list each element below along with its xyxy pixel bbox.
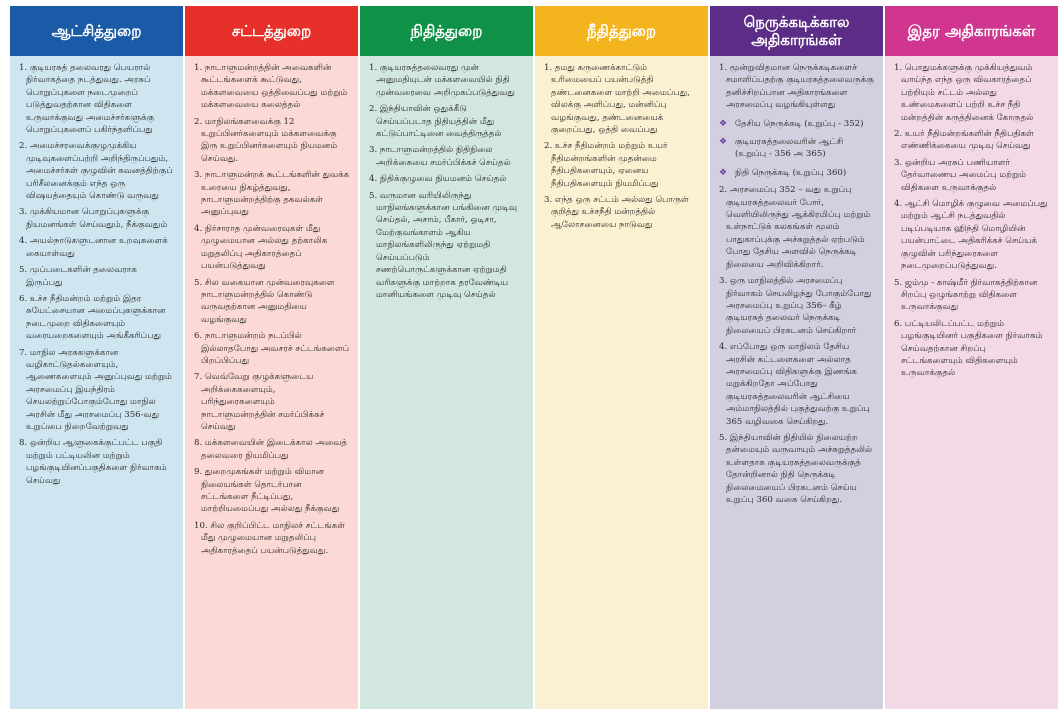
list-item: 7. மாநில அரசுகளுக்கான வழிகாட்டுதல்களையும், ஆணைகளையும் அனுப்புவது மற்றும் அரசமைப்பு இயந்திரம் செயலற்றுப்போகும்போது மாநில அரசின் மீது அரசமைப்பு 356-வது உறுப்பை நிறைவேற்றுவது (19, 347, 172, 432)
list-item: 2. இந்தியாவின் ஒதுக்கீடு செய்யப்படாத நிதியத்தின் மீது கட்டுப்பாட்டினை வைத்திருத்தல் (369, 104, 502, 140)
list-item: 10. சில குறிப்பிட்ட மாநிலச் சட்டங்கள் மீது முழுமையான மறுதலிப்பு அதிகாரத்தைப் பயன்படுத்துவது. (194, 520, 345, 556)
powers-table (10, 6, 1058, 709)
list-item: 8. ஒன்றிய ஆளுகைக்குட்பட்ட பகுதி மற்றும் பட்டியலின மற்றும் பழங்குடியினப்பகுதிகளை நிர்வாகம் செய்வது (19, 438, 167, 486)
list-item: 5. இந்தியாவின் நிதியில் நிலையற்ற தன்மையும் வருவாயும் அச்சுறுத்தலில் உள்ளதாக குடியரசுத்தலைவருக்குத் தோன்றினால் நிதி நெருக்கடி நிலைமையைப் பிரகடனம் செய்ய உறுப்பு 360 வகை செய்கிறது. (719, 432, 873, 505)
list-item: 3. ஒன்றிய அரசுப் பணியாளர் தேர்வாணைய அமைப்பு மற்றும் விதிகளை உருவாக்குதல் (894, 157, 1027, 193)
list-item: 5. ஜம்மு - காஷ்மீர் நிர்வாகத்திற்கான சிறப்பு ஒழுங்காற்று விதிகளை உருவாக்குவது (894, 277, 1038, 313)
column-other (885, 6, 1058, 709)
list-item: 5. முப்படைகளின் தலைவராக இருப்பது (19, 265, 137, 288)
list-item: 4. ஆட்சி மொழிக் குழுவை அமைப்பது மற்றும் ஆட்சி நடத்துவதில் படிப்படியாக ஹிந்தி மொழியின் பயன்பாட்டை அதிகரிக்கச் செய்யக் குழுவின் பரிந்துரைகளை நடைமுறைப்படுத்துவது. (894, 199, 1048, 272)
list-item: 1. குடியரசுத்தலைவரது முன் அனுமதியுடன் மக்களவையில் நிதி முன்வரைவை அறிமுகப்படுத்துவது (369, 63, 515, 98)
diamond-bullet-icon: ❖ (719, 137, 728, 148)
list-item: 1. நாடாளுமன்றத்தின் அவைகளின் கூட்டங்களைக் கூட்டுவது, மக்களவையை ஒத்திவைப்பது மற்றும் மக்களவையை கலைத்தல் (194, 63, 348, 111)
list-item: 2. உயர் நீதிமன்றங்களின் நீதிபதிகள் எண்ணிக்கையை முடிவு செய்வது (894, 129, 1034, 152)
list-item: 3. நாடாளுமன்றக் கூட்டங்களின் துவக்க உரையை நிகழ்த்துவது, நாடாளுமன்றத்திற்கு தகவல்கள் அனுப்புவது (194, 170, 350, 218)
list-item: 8. மக்களவையின் இடைக்கால அவைத் தலைவரை நியமிப்பது (194, 438, 348, 461)
column-body-legislative (185, 56, 358, 709)
list-item: 5. சில வகையான முன்வரைவுகளை நாடாளுமன்றத்தில் கொண்டு வருவதற்கான அனுமதியை வழங்குவது (194, 277, 335, 325)
column-executive (10, 6, 183, 709)
list-item: 2. உச்ச நீதிமன்றம் மற்றும் உயர் நீதிமன்றங்களின் முதன்மை நீதிபதிகளையும், ஏனைய நீதிபதிகளையும் நியமிப்பது (544, 141, 668, 189)
list-item: 3. எந்த ஒரு சட்டம் அல்லது பொருள் குறித்து உச்சநீதி மன்றத்தில் ஆலோசனையை நாடுவது (544, 195, 689, 230)
column-header-legislative: சட்டத்துறை (185, 6, 358, 56)
list-item: 1. பொதுமக்களுக்கு முக்கியத்துவம் வாய்ந்த எந்த ஒரு விவகாரத்தைப் பற்றியும் சட்டம் அல்லது உண்மைகளைப் பற்றி உச்ச நீதி மன்றத்தின் கருத்தினைக் கோருதல் (894, 63, 1034, 123)
list-item: 4. நிர்சாராத முன்வரைவுகள் மீது முழுமையான அல்லது தற்காலிக மறுதலிப்பு அதிகாரத்தைப் பயன்படுத்துவது (194, 223, 328, 272)
emergency-type-item (719, 167, 875, 179)
list-item: 3. ஒரு மாநிலத்தில் அரசமைப்பு நிர்வாகம் செயலிழந்து போகும்போது அரசமைப்பு உறுப்பு 356– கீழ் குடியரசுத் தலைவர் நெருக்கடி நிலையைப் பிரகடனம் செய்கிறார் (719, 276, 872, 336)
list-item: 9. துறைமுகங்கள் மற்றும் விமான நிலையங்கள் தொடர்பான சட்டங்களை நீட்டிப்பது, மாற்றியமைப்பது அல்லது நீக்குவது (194, 467, 340, 515)
emergency-type-item (719, 118, 875, 130)
list-item: 6. பட்டியலிடப்பட்ட மற்றும் பழங்குடியினர் பகுதிகளை நிர்வாகம் செய்வதற்கான சிறப்பு சட்டங்களையும் விதிகளையும் உருவாக்குதல் (894, 318, 1043, 379)
list-item: 1. தமது கருணைக்காட்டும் உரிமையைப் பயன்படுத்தி தண்டனைகளை மாற்றி அமைப்பது, விலக்கு அளிப்பது, மன்னிப்பு வழங்குவது, தண்டனையைக் குறைப்பது, ஒத்தி வைப்பது (544, 63, 690, 136)
list-item: 3. நாடாளுமன்றத்தில் நிதிநிலை அறிக்கையை சமர்ப்பிக்கச் செய்தல் (369, 145, 511, 168)
column-header-emergency: நெருக்கடிக்கால அதிகாரங்கள் (710, 6, 883, 56)
list-item: 4. நிதிக்குழுவை நியமனம் செய்தல் (369, 174, 507, 185)
list-item: 2. அமைச்சரவைக்குழுமுக்கிய முடிவுகளைப்பற்றி அறிந்திருப்பதும், அமைச்சர்கள் குழுவின் கவனத்திற்குப் பரிசீலனைக்கும் எந்த ஒரு விஷயத்தையும் கொண்டு வருவது (19, 141, 173, 202)
column-legislative (185, 6, 358, 709)
column-header-executive: ஆட்சித்துறை (10, 6, 183, 56)
list-item: 6. நாடாளுமன்றம் நடப்பில் இல்லாதபோது அவசரச் சட்டங்களைப் பிறப்பிப்பது (194, 331, 350, 366)
diamond-bullet-icon: ❖ (719, 118, 728, 129)
list-item: 1. குடியரசுத் தலைவரது பெயரால் நிர்வாகத்தை நடத்துவது. அரசுப் பொறுப்புகளை நடைமுறைப் படுத்துவதற்கான விதிகளை உருவாக்குவது அமைச்சர்களுக்கு பொறுப்புகளைப் பகிர்ந்தளிப்பது (19, 63, 155, 136)
list-item: 7. வெவ்வேறு குழுக்களுடைய அறிக்கைகளையும், பரிந்துரைகளையும் நாடாளுமன்றத்தின் சமர்ப்பிக்கச் செய்வது (194, 372, 325, 432)
column-financial (360, 6, 533, 709)
list-item: 4. எப்போது ஒரு மாநிலம் தேசிய அரசின் கட்டளைகளை அல்லாத அரசமைப்பு விதிகளுக்கு இணங்க மறுக்கிறதோ அப்போது குடியரசுத்தலைவரின் ஆட்சியை அம்மாநிலத்தில் புகுத்துவற்கு உறுப்பு 365 வழிவகை செய்கிறது. (719, 342, 870, 427)
emergency-type-label: தேசிய நெருக்கடி (உறுப்பு - 352) (735, 118, 864, 129)
column-judicial (535, 6, 708, 709)
list-item: 1. மூன்றுவிதமான நெருக்கடிகளைச் சமாளிப்பதற்கு குடியரசுத்தலைவருக்கு தனிச்சிறப்பான அதிகாரங்களை அரசமைப்பு வழங்கியுள்ளது (719, 63, 874, 111)
list-item: 2. அரசமைப்பு 352 – வது உறுப்பு குடியரசுத்தலைவர் போர், வெளியிலிருந்து ஆக்கிரமிப்பு மற்றும் உள்நாட்டுக் கலகங்கள் மூலம் பாதுகாப்புக்கு அச்சுறுத்தல் ஏற்படும் போது தேசிய அளவில் நெருக்கடி நிலையை அறிவிக்கிறார். (719, 185, 871, 270)
emergency-type-label: நிதி நெருக்கடி (உறுப்பு 360) (735, 167, 847, 178)
list-item: 3. முக்கியமான பொறுப்புகளுக்கு நியமனங்கள் செய்வதும், நீக்குவதும் (19, 207, 168, 230)
emergency-type-label: குடியரசுத்தலைவரின் ஆட்சி (உறுப்பு - 356 அ 365) (735, 137, 844, 160)
diamond-bullet-icon: ❖ (719, 167, 728, 178)
column-body-other (885, 56, 1058, 709)
column-header-financial: நிதித்துறை (360, 6, 533, 56)
column-header-judicial: நீதித்துறை (535, 6, 708, 56)
column-body-financial (360, 56, 533, 709)
list-item: 4. அயல்நாடுகளுடனான உறவுகளைக் கையாள்வது (19, 236, 168, 259)
list-item: 2. மாநிலங்களவைக்கு 12 உறுப்பினர்களையும் மக்களவைக்கு இரு உறுப்பினர்களையும் நியமனம் செய்வது. (194, 116, 338, 164)
list-item: 6. உச்ச நீதிமன்றம் மற்றும் இதர சுயேட்சையான அமைப்புகளுக்கான நடைமுறை விதிகளையும் வரையறைகளையும் அங்கீகரிப்பது (19, 293, 166, 342)
list-item: 5. வருமான வரியிலிருந்து மாநிலங்களுக்கான பங்கினை முடிவு செய்தல், அசாம், பீகார், ஒடிசா, மேற்குவங்காளம் ஆகிய மாநிலங்களிலிருந்து ஏற்றுமதி செய்யப்படும் சணற்பொருட்களுக்கான ஏற்றுமதி வரிகளுக்கு மாற்றாக தரவேண்டிய மானியங்களை முடிவு செய்தல் (369, 190, 518, 300)
column-body-executive (10, 56, 183, 709)
column-header-other: இதர அதிகாரங்கள் (885, 6, 1058, 56)
column-emergency (710, 6, 883, 709)
emergency-type-item (719, 136, 875, 161)
column-body-judicial (535, 56, 708, 709)
column-body-emergency (710, 56, 883, 709)
